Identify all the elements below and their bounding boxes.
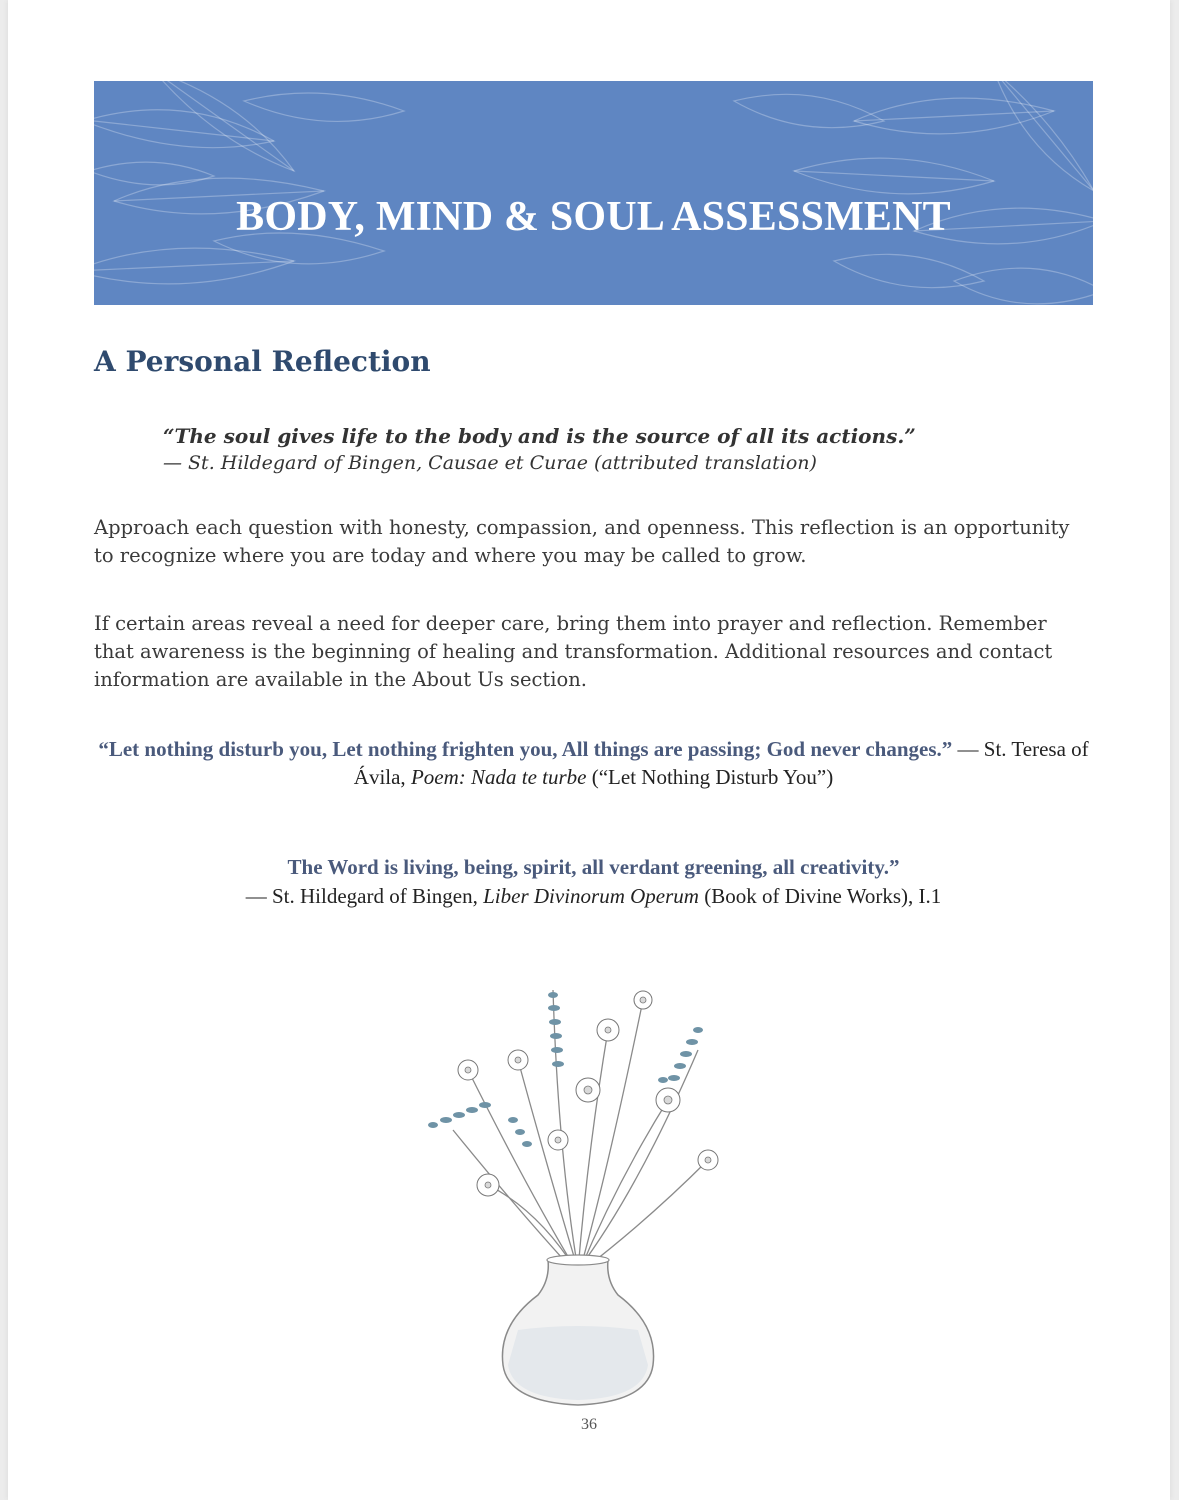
hildegard-quote-text: The Word is living, being, spirit, all verdant greening, all creativity.” (287, 855, 900, 879)
page-number: 36 (581, 1416, 597, 1433)
section-heading: A Personal Reflection (94, 345, 431, 378)
opening-quote-text: “The soul gives life to the body and is the source of all its actions.” (163, 424, 916, 448)
title-banner (94, 81, 1093, 305)
opening-quote (163, 422, 1063, 476)
teresa-quote-work-translation: (“Let Nothing Disturb You”) (586, 765, 834, 789)
teresa-quote-text: “Let nothing disturb you, Let nothing frighten you, All things are passing; God never changes.” (98, 737, 953, 761)
teresa-quote (94, 735, 1093, 791)
hildegard-quote-work-note: (Book of Divine Works), I.1 (698, 884, 942, 908)
guidance-paragraph: If certain areas reveal a need for deeper care, bring them into prayer and reflection. Remember that awareness is the beginning of healing and transformation. Additional resources and contact information are available in the About Us section. (94, 612, 1053, 691)
hildegard-quote (94, 853, 1093, 911)
hildegard-quote-work: Liber Divinorum Operum (483, 884, 699, 908)
teresa-quote-attribution: — St. Teresa of Ávila, (353, 737, 1089, 789)
intro-paragraph: Approach each question with honesty, compassion, and openness. This reflection is an opportunity to recognize where you are today and where you may be called to grow. (94, 516, 1070, 567)
flower-vase-illustration (408, 970, 748, 1410)
hildegard-quote-attribution-line (94, 882, 1093, 911)
document-page (8, 0, 1170, 1500)
opening-quote-attribution: — St. Hildegard of Bingen, Causae et Curae (attributed translation) (163, 452, 817, 474)
banner-title: BODY, MIND & SOUL ASSESSMENT (236, 194, 951, 240)
teresa-quote-work: Poem: Nada te turbe (410, 765, 587, 789)
hildegard-quote-attribution: — St. Hildegard of Bingen, (245, 884, 484, 908)
